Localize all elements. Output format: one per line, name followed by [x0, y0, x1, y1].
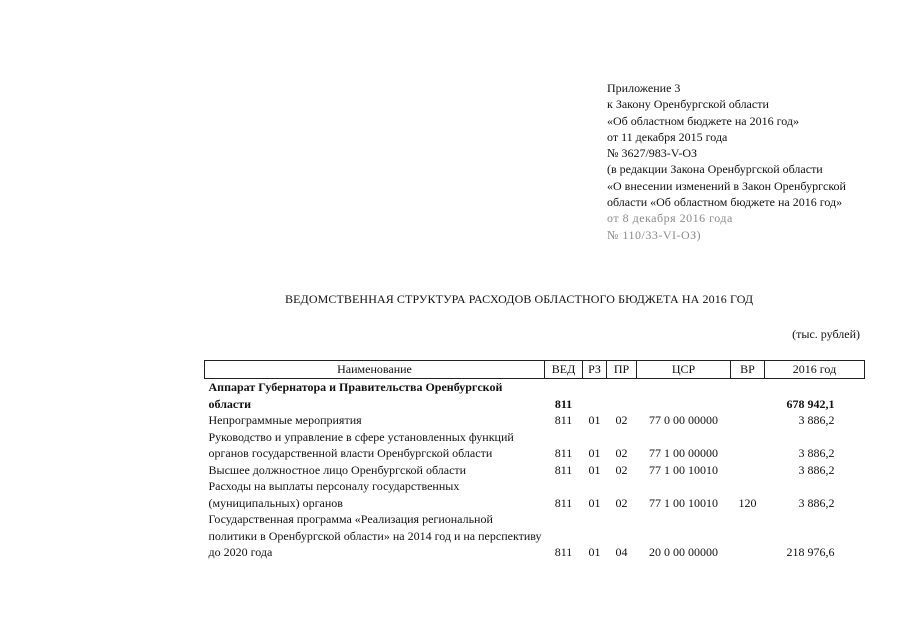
- table-row: [205, 429, 865, 462]
- cell-name: Государственная программа «Реализация региональной политики в Оренбургской области» на 2014 год и на перспективу до 2020 года: [208, 512, 542, 559]
- cell-amount: 678 942,1: [786, 396, 835, 411]
- cell-vr: [731, 379, 765, 413]
- cell-rz: 01: [588, 462, 601, 477]
- cell-name: Высшее должностное лицо Оренбургской области: [208, 462, 467, 477]
- appendix-line: (в редакции Закона Оренбургской области: [607, 162, 823, 177]
- cell-vr: [731, 429, 765, 462]
- header-pr: ПР: [607, 361, 637, 379]
- header-amount: 2016 год: [765, 361, 865, 379]
- cell-ved: 811: [554, 462, 573, 477]
- cell-rz: 01: [588, 495, 601, 510]
- cell-pr: 02: [615, 446, 628, 460]
- cell-amount: 218 976,6: [786, 545, 835, 559]
- cell-pr: 02: [615, 462, 628, 477]
- cell-pr: 02: [615, 495, 628, 510]
- cell-csr: 77 1 00 10010: [649, 495, 718, 510]
- appendix-line-stamped-date: от 8 декабря 2016 года: [607, 211, 733, 226]
- header-csr: ЦСР: [637, 361, 731, 379]
- document-title: ВЕДОМСТВЕННАЯ СТРУКТУРА РАСХОДОВ ОБЛАСТНОГО БЮДЖЕТА НА 2016 ГОД: [285, 292, 754, 306]
- cell-pr: 02: [615, 413, 628, 427]
- cell-vr: [731, 462, 765, 479]
- cell-ved: 811: [554, 413, 573, 427]
- cell-ved: 811: [554, 446, 573, 460]
- header-ved: ВЕД: [545, 361, 583, 379]
- cell-name: Аппарат Губернатора и Правительства Оренбургской области: [208, 380, 503, 411]
- appendix-line: Приложение 3: [607, 81, 681, 95]
- cell-amount: 3 886,2: [798, 462, 835, 477]
- cell-name: Непрограммные мероприятия: [208, 413, 362, 427]
- cell-csr: 77 1 00 10010: [649, 462, 718, 477]
- table-header-row: [205, 361, 865, 379]
- table-row: [205, 379, 865, 413]
- cell-ved: 811: [554, 495, 573, 510]
- cell-csr: 77 1 00 00000: [649, 446, 718, 460]
- cell-rz: [583, 379, 607, 413]
- header-name: Наименование: [205, 361, 545, 379]
- header-vr: ВР: [731, 361, 765, 379]
- cell-pr: [607, 379, 637, 413]
- appendix-line-stamped-number: № 110/33-VI-ОЗ): [607, 227, 702, 242]
- cell-ved: 811: [554, 396, 573, 411]
- cell-name: Руководство и управление в сфере установленных функций органов государственной власти Оренбургской области: [208, 429, 514, 460]
- cell-vr: [731, 412, 765, 429]
- units-label: (тыс. рублей): [792, 327, 860, 341]
- cell-amount: 3 886,2: [798, 413, 835, 427]
- cell-ved: 811: [554, 545, 573, 559]
- cell-amount: 3 886,2: [798, 446, 835, 460]
- cell-vr: 120: [738, 495, 757, 510]
- cell-csr: 20 0 00 00000: [649, 545, 718, 559]
- cell-pr: 04: [615, 545, 628, 559]
- appendix-block: [607, 80, 892, 243]
- cell-amount: 3 886,2: [798, 495, 835, 510]
- cell-csr: 77 0 00 00000: [649, 413, 718, 427]
- budget-table: [204, 360, 865, 561]
- appendix-line: к Закону Оренбургской области: [607, 97, 769, 112]
- cell-rz: 01: [588, 545, 601, 559]
- header-rz: РЗ: [583, 361, 607, 379]
- cell-csr: [637, 379, 731, 413]
- appendix-line: № 3627/983-V-ОЗ: [607, 146, 698, 161]
- cell-vr: [731, 511, 765, 561]
- table-body: [205, 379, 865, 561]
- cell-name: Расходы на выплаты персоналу государственных (муниципальных) органов: [208, 479, 460, 510]
- table-row: [205, 478, 865, 511]
- appendix-line: «Об областном бюджете на 2016 год»: [607, 113, 799, 128]
- appendix-line: «О внесении изменений в Закон Оренбургской: [607, 178, 846, 193]
- appendix-line: области «Об областном бюджете на 2016 год»: [607, 195, 843, 210]
- table-row: [205, 511, 865, 561]
- cell-rz: 01: [588, 413, 601, 427]
- table-row: [205, 412, 865, 429]
- table-row: [205, 462, 865, 479]
- appendix-line: от 11 декабря 2015 года: [607, 129, 728, 144]
- cell-rz: 01: [588, 446, 601, 460]
